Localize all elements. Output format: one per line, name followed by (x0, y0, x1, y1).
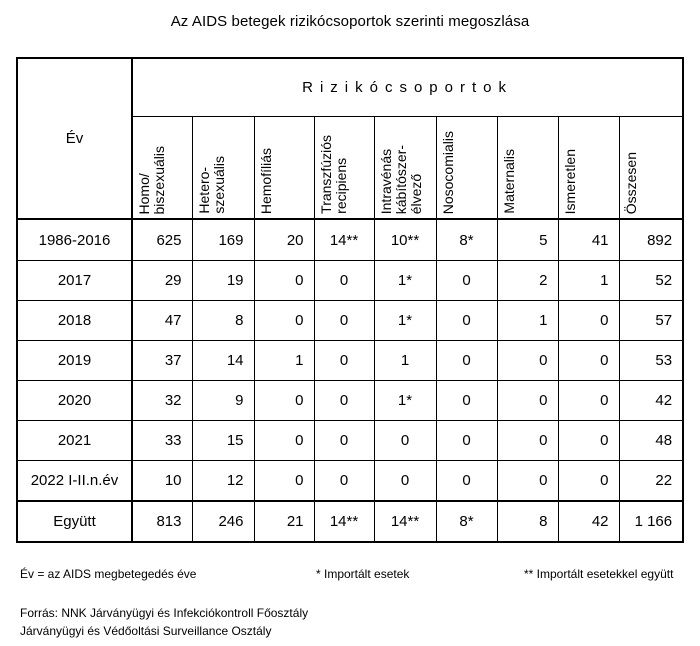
value-cell: 0 (254, 461, 314, 502)
value-cell: 0 (314, 461, 374, 502)
value-cell: 0 (314, 381, 374, 421)
single-star-footnote: * Importált esetek (316, 567, 410, 581)
value-cell: 0 (436, 301, 497, 341)
value-cell: 14** (314, 219, 374, 261)
table-row (17, 421, 683, 461)
value-cell: 1* (374, 261, 436, 301)
value-cell: 19 (192, 261, 254, 301)
value-cell: 47 (132, 301, 192, 341)
year-column-header: Év (17, 58, 132, 219)
value-cell: 0 (436, 261, 497, 301)
year-cell: 2017 (17, 261, 132, 301)
year-cell: 2022 I-II.n.év (17, 461, 132, 502)
total-row (17, 501, 683, 542)
column-header (497, 117, 558, 220)
column-header (558, 117, 619, 220)
page-title: Az AIDS betegek rizikócsoportok szerinti megoszlása (170, 13, 530, 30)
column-header-label: Intravénás kábítószer- élvező (377, 144, 424, 214)
value-cell: 0 (436, 421, 497, 461)
column-header (314, 117, 374, 220)
value-cell: 14** (374, 501, 436, 542)
value-cell: 37 (132, 341, 192, 381)
year-cell: 2018 (17, 301, 132, 341)
value-cell: 10** (374, 219, 436, 261)
double-star-footnote: ** Importált esetekkel együtt (524, 567, 674, 581)
value-cell: 9 (192, 381, 254, 421)
table-row (17, 461, 683, 502)
column-header-label: Transzfúziós recipiens (317, 135, 349, 214)
year-cell: 2021 (17, 421, 132, 461)
value-cell: 1 166 (619, 501, 683, 542)
value-cell: 0 (497, 461, 558, 502)
value-cell: 0 (497, 341, 558, 381)
value-cell: 42 (619, 381, 683, 421)
value-cell: 8 (497, 501, 558, 542)
value-cell: 21 (254, 501, 314, 542)
value-cell: 5 (497, 219, 558, 261)
value-cell: 0 (558, 301, 619, 341)
value-cell: 0 (558, 381, 619, 421)
value-cell: 29 (132, 261, 192, 301)
table-row (17, 341, 683, 381)
table-row (17, 261, 683, 301)
value-cell: 169 (192, 219, 254, 261)
column-header (619, 117, 683, 220)
value-cell: 0 (436, 461, 497, 502)
column-header-label: Nosocomialis (439, 130, 456, 214)
column-header (374, 117, 436, 220)
value-cell: 8* (436, 219, 497, 261)
value-cell: 0 (314, 301, 374, 341)
value-cell: 0 (497, 421, 558, 461)
value-cell: 22 (619, 461, 683, 502)
column-header (254, 117, 314, 220)
value-cell: 0 (558, 461, 619, 502)
year-cell: 2019 (17, 341, 132, 381)
column-header-label: Hetero- szexuális (195, 156, 227, 214)
column-header-label: Ismeretlen (561, 148, 578, 214)
value-cell: 0 (374, 461, 436, 502)
value-cell: 0 (314, 421, 374, 461)
value-cell: 0 (558, 341, 619, 381)
value-cell: 1 (558, 261, 619, 301)
value-cell: 57 (619, 301, 683, 341)
value-cell: 0 (254, 381, 314, 421)
risk-group-table (16, 57, 684, 543)
value-cell: 42 (558, 501, 619, 542)
value-cell: 32 (132, 381, 192, 421)
value-cell: 33 (132, 421, 192, 461)
value-cell: 892 (619, 219, 683, 261)
column-header-label: Hemofíliás (257, 147, 274, 214)
column-header (192, 117, 254, 220)
value-cell: 1 (374, 341, 436, 381)
value-cell: 0 (374, 421, 436, 461)
value-cell: 14 (192, 341, 254, 381)
source-line-1: Forrás: NNK Járványügyi és Infekciókontroll Főosztály (20, 606, 309, 620)
value-cell: 813 (132, 501, 192, 542)
value-cell: 15 (192, 421, 254, 461)
column-header (436, 117, 497, 220)
value-cell: 20 (254, 219, 314, 261)
value-cell: 0 (558, 421, 619, 461)
value-cell: 52 (619, 261, 683, 301)
value-cell: 0 (254, 261, 314, 301)
year-cell: Együtt (17, 501, 132, 542)
table-row (17, 301, 683, 341)
value-cell: 0 (314, 261, 374, 301)
value-cell: 8* (436, 501, 497, 542)
value-cell: 14** (314, 501, 374, 542)
value-cell: 1 (497, 301, 558, 341)
value-cell: 0 (436, 341, 497, 381)
value-cell: 53 (619, 341, 683, 381)
year-cell: 1986-2016 (17, 219, 132, 261)
table-row (17, 381, 683, 421)
value-cell: 8 (192, 301, 254, 341)
risk-groups-header: Rizikócsoportok (132, 58, 683, 117)
column-header-label: Homo/ biszexuális (136, 145, 167, 214)
value-cell: 1 (254, 341, 314, 381)
value-cell: 0 (497, 381, 558, 421)
value-cell: 48 (619, 421, 683, 461)
value-cell: 0 (254, 421, 314, 461)
source-line-2: Járványügyi és Védőoltási Surveillance Osztály (20, 624, 272, 638)
value-cell: 10 (132, 461, 192, 502)
column-header-label: Összesen (622, 151, 639, 214)
value-cell: 41 (558, 219, 619, 261)
year-footnote: Év = az AIDS megbetegedés éve (20, 567, 197, 581)
value-cell: 1* (374, 381, 436, 421)
value-cell: 625 (132, 219, 192, 261)
table-row (17, 219, 683, 261)
value-cell: 0 (254, 301, 314, 341)
column-header-label: Maternalis (500, 149, 517, 214)
value-cell: 0 (314, 341, 374, 381)
column-header (132, 117, 192, 220)
year-cell: 2020 (17, 381, 132, 421)
value-cell: 1* (374, 301, 436, 341)
value-cell: 2 (497, 261, 558, 301)
value-cell: 12 (192, 461, 254, 502)
value-cell: 246 (192, 501, 254, 542)
value-cell: 0 (436, 381, 497, 421)
